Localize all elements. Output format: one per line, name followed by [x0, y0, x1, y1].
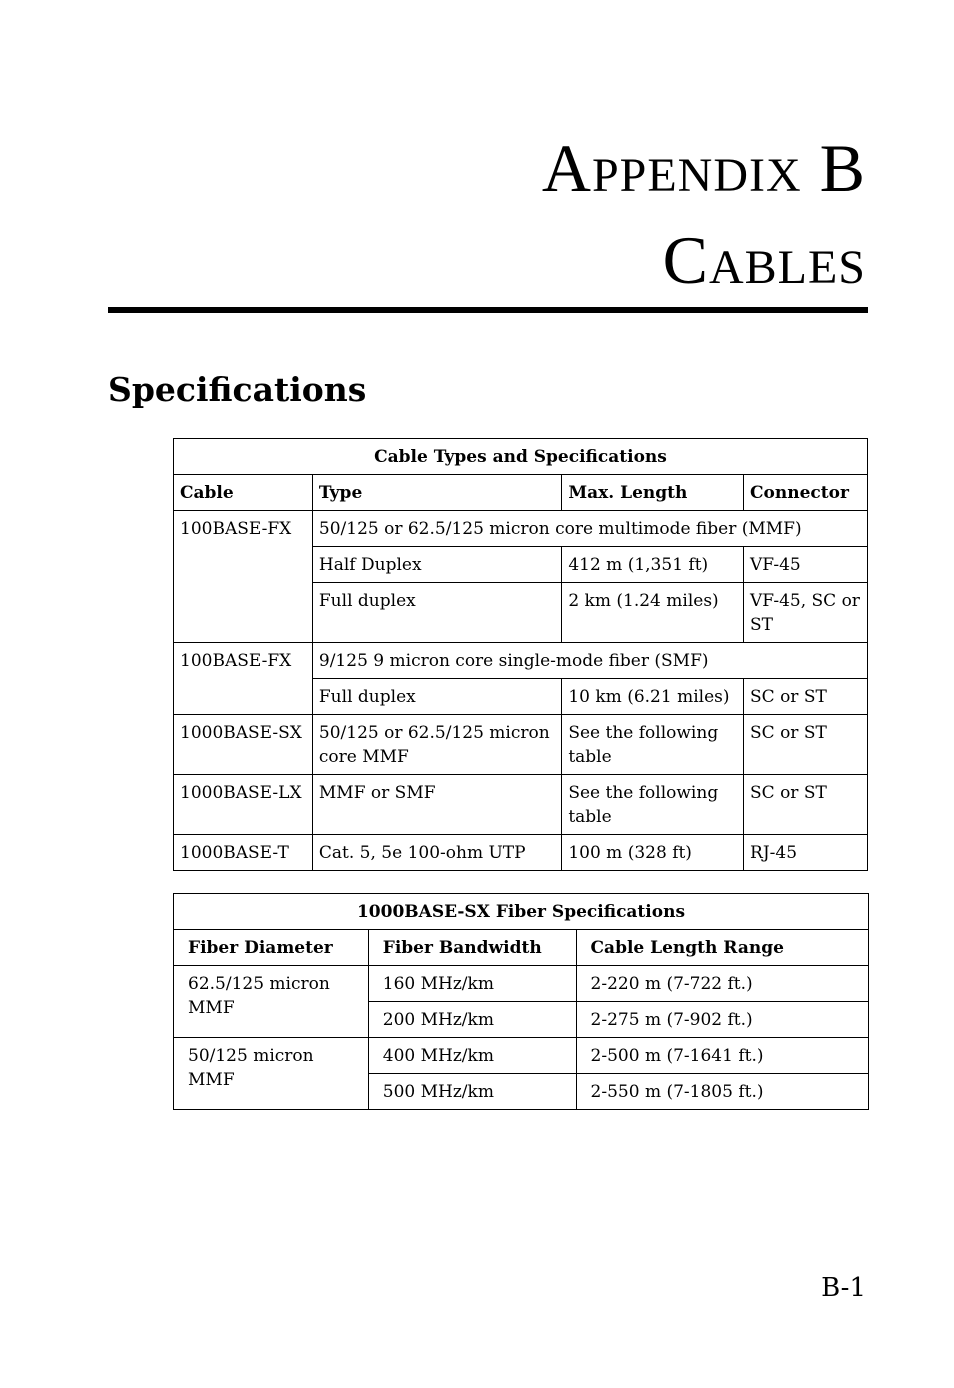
cable-cell: 1000BASE-SX [174, 715, 313, 775]
connector-cell: RJ-45 [744, 835, 868, 871]
table-caption: 1000BASE-SX Fiber Specifications [174, 894, 869, 930]
fiber-bandwidth-cell: 500 MHz/km [368, 1074, 576, 1110]
cable-length-range-cell: 2-220 m (7-722 ft.) [576, 966, 868, 1002]
column-header-cable-length-range: Cable Length Range [576, 930, 868, 966]
chapter-title-appendix: Appendix B [541, 130, 866, 206]
cable-cell: 100BASE-FX [174, 511, 313, 643]
cable-length-range-cell: 2-275 m (7-902 ft.) [576, 1002, 868, 1038]
cable-cell: 1000BASE-T [174, 835, 313, 871]
column-header-cable: Cable [174, 475, 313, 511]
column-header-type: Type [312, 475, 561, 511]
section-heading: Specifications [108, 370, 367, 409]
column-header-fiber-diameter: Fiber Diameter [174, 930, 369, 966]
table-row [174, 775, 868, 835]
max-length-cell: See the following table [562, 715, 744, 775]
table-caption: Cable Types and Specifications [174, 439, 868, 475]
connector-cell: SC or ST [744, 715, 868, 775]
max-length-cell: 2 km (1.24 miles) [562, 583, 744, 643]
chapter-divider [108, 307, 868, 313]
max-length-cell: 10 km (6.21 miles) [562, 679, 744, 715]
table-header-row [174, 475, 868, 511]
fiber-type-cell: 50/125 or 62.5/125 micron core multimode fiber (MMF) [312, 511, 867, 547]
table-row [174, 1038, 869, 1074]
fiber-diameter-cell: 62.5/125 micron MMF [174, 966, 369, 1038]
cable-length-range-cell: 2-550 m (7-1805 ft.) [576, 1074, 868, 1110]
type-cell: 50/125 or 62.5/125 micron core MMF [312, 715, 561, 775]
fiber-bandwidth-cell: 160 MHz/km [368, 966, 576, 1002]
table-caption-row [174, 894, 869, 930]
connector-cell: VF-45, SC or ST [744, 583, 868, 643]
max-length-cell: 100 m (328 ft) [562, 835, 744, 871]
table-row [174, 511, 868, 547]
fiber-diameter-cell: 50/125 micron MMF [174, 1038, 369, 1110]
type-cell: Half Duplex [312, 547, 561, 583]
max-length-cell: See the following table [562, 775, 744, 835]
table-row [174, 643, 868, 679]
cable-length-range-cell: 2-500 m (7-1641 ft.) [576, 1038, 868, 1074]
type-cell: MMF or SMF [312, 775, 561, 835]
type-cell: Full duplex [312, 583, 561, 643]
connector-cell: SC or ST [744, 775, 868, 835]
table-row [174, 715, 868, 775]
chapter-title-cables: Cables [662, 222, 866, 298]
cable-types-table [173, 438, 868, 871]
chapter-title [542, 122, 866, 306]
connector-cell: SC or ST [744, 679, 868, 715]
table-caption-row [174, 439, 868, 475]
fiber-specifications-table [173, 893, 869, 1110]
type-cell: Full duplex [312, 679, 561, 715]
connector-cell: VF-45 [744, 547, 868, 583]
column-header-max-length: Max. Length [562, 475, 744, 511]
page-number: B-1 [821, 1273, 866, 1303]
table-row [174, 966, 869, 1002]
max-length-cell: 412 m (1,351 ft) [562, 547, 744, 583]
column-header-connector: Connector [744, 475, 868, 511]
column-header-fiber-bandwidth: Fiber Bandwidth [368, 930, 576, 966]
fiber-type-cell: 9/125 9 micron core single-mode fiber (SMF) [312, 643, 867, 679]
table-header-row [174, 930, 869, 966]
type-cell: Cat. 5, 5e 100-ohm UTP [312, 835, 561, 871]
cable-cell: 1000BASE-LX [174, 775, 313, 835]
fiber-bandwidth-cell: 200 MHz/km [368, 1002, 576, 1038]
table-row [174, 835, 868, 871]
fiber-bandwidth-cell: 400 MHz/km [368, 1038, 576, 1074]
cable-cell: 100BASE-FX [174, 643, 313, 715]
